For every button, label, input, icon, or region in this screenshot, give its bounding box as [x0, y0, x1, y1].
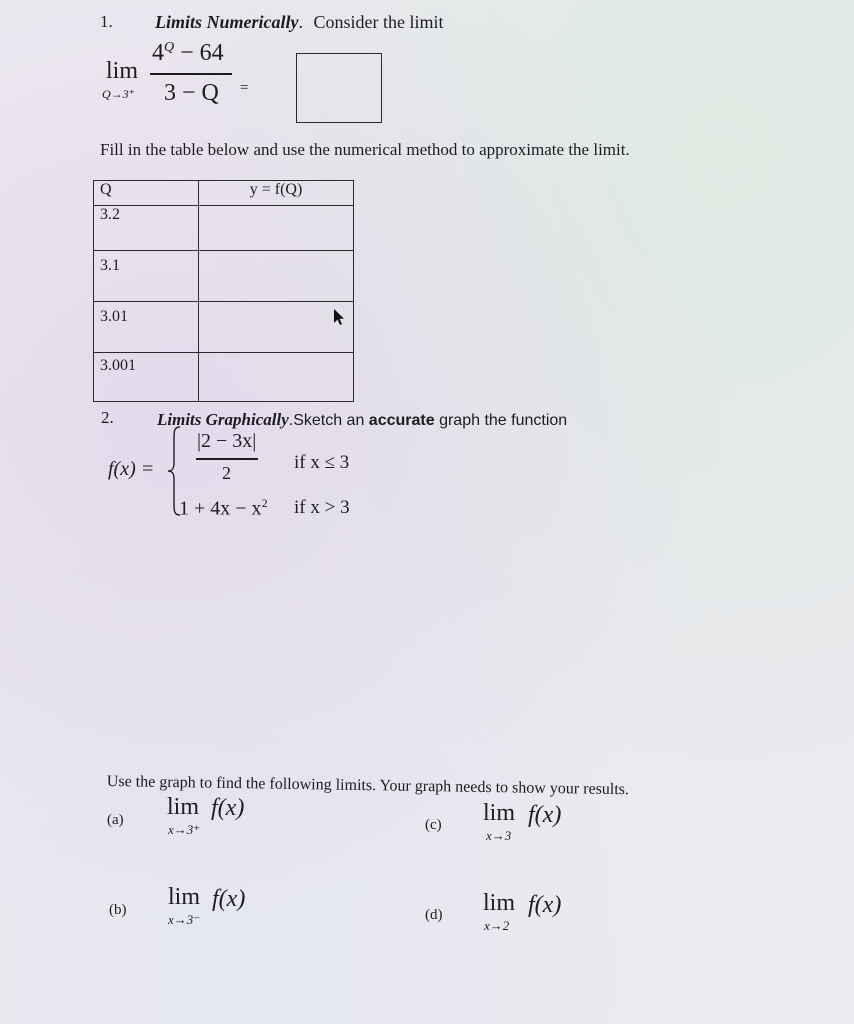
limit-d-lim: lim	[483, 890, 516, 916]
limit-b-lim: lim	[168, 884, 201, 910]
numerator-rest: − 64	[180, 40, 224, 66]
table-header-row	[94, 181, 354, 206]
limit-d-function: f(x)	[528, 892, 562, 918]
case1-fraction-bar	[196, 458, 258, 460]
limit-c-label: (c)	[425, 817, 442, 833]
header-q: Q	[94, 181, 199, 206]
problem-2-intro-pre: .Sketch an	[288, 412, 369, 429]
limit-denominator: 3 − Q	[164, 80, 219, 106]
problem-2-intro-post: graph the function	[434, 412, 568, 429]
case1-numerator: |2 − 3x|	[197, 430, 257, 452]
limit-equals: =	[240, 80, 249, 96]
limit-a-label: (a)	[107, 812, 124, 828]
q-cell: 3.01	[94, 302, 199, 353]
values-table	[93, 180, 354, 402]
problem-1-number: 1.	[100, 12, 113, 31]
numerator-exponent: Q	[164, 40, 175, 55]
table-instruction: Fill in the table below and use the numerical method to approximate the limit.	[100, 140, 630, 159]
limit-a-function: f(x)	[211, 795, 245, 821]
graph-instruction: Use the graph to find the following limits. Your graph needs to show your results.	[106, 773, 630, 799]
case2-expression	[179, 496, 268, 521]
mouse-cursor-icon	[330, 307, 346, 327]
limit-d-subscript: x→2	[484, 918, 510, 933]
problem-2-number: 2.	[101, 408, 114, 427]
case1-condition: if x ≤ 3	[294, 452, 350, 473]
case2-expr: 1 + 4x − x	[179, 497, 262, 520]
limit-b-label: (b)	[109, 902, 127, 918]
case2-exponent: 2	[261, 496, 268, 510]
y-cell[interactable]	[199, 353, 354, 402]
problem-1-intro: Consider the limit	[313, 12, 444, 32]
limit-c-subscript: x→3	[486, 828, 512, 843]
function-lhs: f(x) =	[108, 458, 155, 480]
q-cell: 3.001	[94, 353, 199, 402]
limit-fraction-bar	[150, 73, 232, 75]
limit-numerator	[152, 40, 224, 67]
case1-denominator: 2	[222, 463, 231, 483]
limit-a-lim: lim	[167, 794, 200, 820]
problem-1-heading	[155, 12, 444, 33]
y-cell[interactable]	[199, 206, 354, 251]
limit-b-function: f(x)	[212, 886, 246, 912]
header-y: y = f(Q)	[199, 181, 354, 206]
limit-c-lim: lim	[483, 800, 516, 826]
limit-lim: lim	[106, 58, 139, 84]
q-cell: 3.1	[94, 251, 199, 302]
table-row	[94, 251, 354, 302]
limit-a-subscript: x→3⁺	[168, 822, 201, 837]
y-cell[interactable]	[199, 251, 354, 302]
table-row	[94, 302, 354, 353]
problem-2-title: Limits Graphically	[157, 410, 289, 429]
q-cell: 3.2	[94, 206, 199, 251]
limit-b-subscript: x→3⁻	[168, 912, 201, 927]
problem-2-intro-bold: accurate	[368, 412, 435, 429]
table-row	[94, 353, 354, 402]
table-row	[94, 206, 354, 251]
problem-1-title: Limits Numerically	[155, 12, 299, 32]
numerator-base: 4	[152, 40, 164, 66]
case2-condition: if x > 3	[294, 497, 350, 518]
limit-answer-box[interactable]	[296, 53, 382, 123]
limit-d-label: (d)	[425, 907, 443, 923]
problem-1-title-suffix: .	[298, 12, 303, 32]
limit-subscript: Q→3⁺	[102, 87, 135, 101]
problem-2-heading	[157, 410, 567, 430]
limit-c-function: f(x)	[528, 802, 562, 828]
